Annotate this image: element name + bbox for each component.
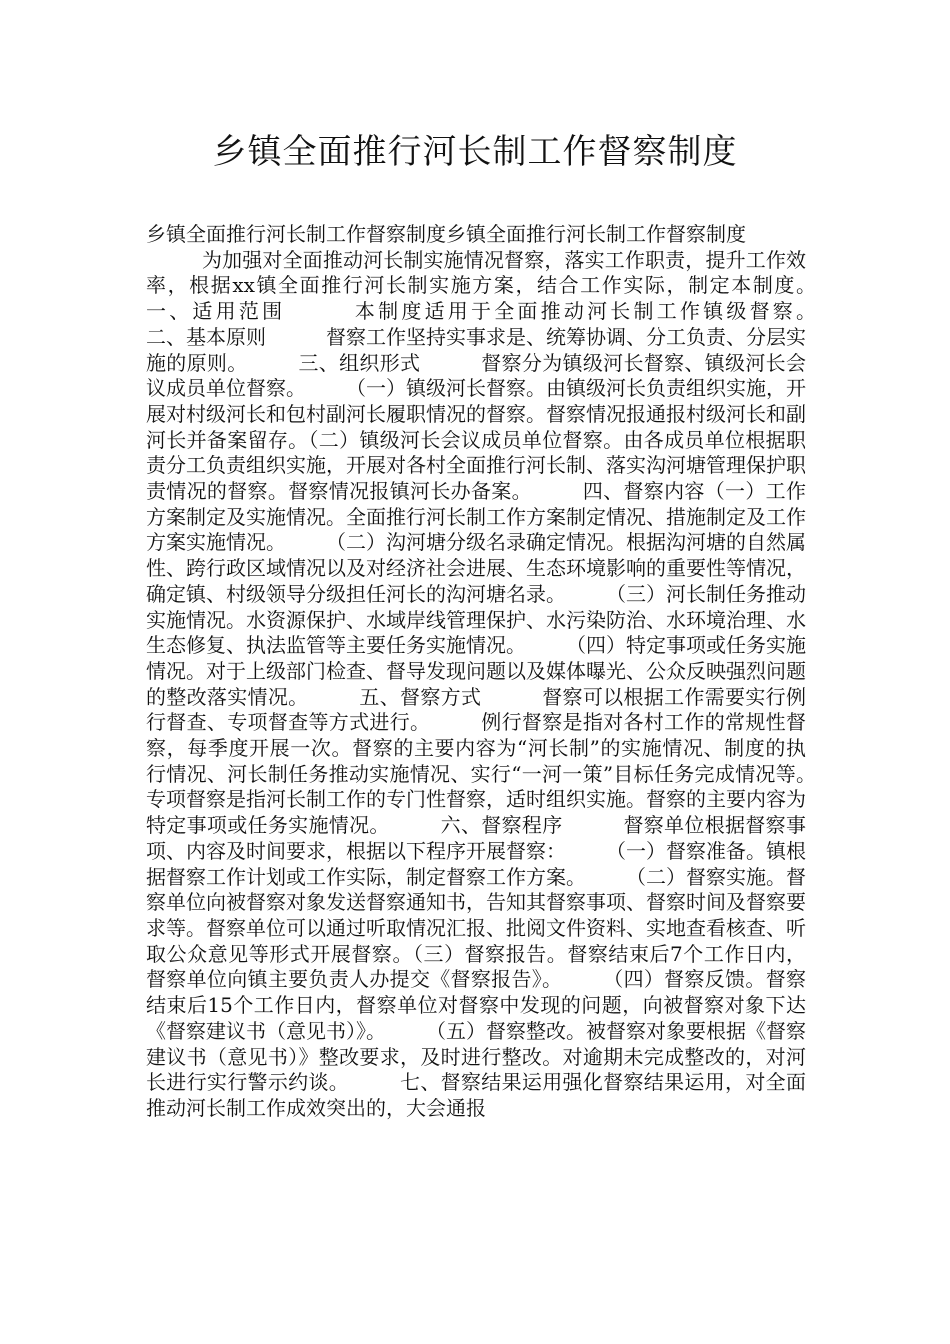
page-title: 乡镇全面推行河长制工作督察制度 — [212, 132, 738, 172]
document-body — [146, 222, 866, 1122]
document-body-text: 为加强对全面推动河长制实施情况督察，落实工作职责，提升工作效率，根据xx镇全面推行河长制实施方案，结合工作实际，制定本制度。 一、适用范围 本制度适用于全面推动河长制工作镇级督察。 二、基本原则 督察工作坚持实事求是、统筹协调、分工负责、分层实施的原则。 三、组织形式 督察分为镇级河长督察、镇级河长会议成员单位督察。 （一）镇级河长督察。由镇级河长负责组织实施，开展对村级河长和包村副河长履职情况的督察。督察情况报通报村级河长和副河长并备案留存。（二）镇级河长会议成员单位督察。由各成员单位根据职责分工负责组织实施，开展对各村全面推行河长制、落实沟河塘管理保护职责情况的督察。督察情况报镇河长办备案。 四、督察内容（一）工作方案制定及实施情况。全面推行河长制工作方案制定情况、措施制定及工作方案实施情况。 （二）沟河塘分级名录确定情况。根据沟河塘的自然属性、跨行政区域情况以及对经济社会进展、生态环境影响的重要性等情况，确定镇、村级领导分级担任河长的沟河塘名录。 （三）河长制任务推动实施情况。水资源保护、水域岸线管理保护、水污染防治、水环境治理、水生态修复、执法监管等主要任务实施情况。 （四）特定事项或任务实施情况。对于上级部门检查、督导发现问题以及媒体曝光、公众反映强烈问题的整改落实情况。 五、督察方式 督察可以根据工作需要实行例行督查、专项督查等方式进行。 例行督察是指对各村工作的常规性督察，每季度开展一次。督察的主要内容为“河长制”的实施情况、制度的执行情况、河长制任务推动实施情况、实行“一河一策”目标任务完成情况等。 专项督察是指河长制工作的专门性督察，适时组织实施。督察的主要内容为特定事项或任务实施情况。 六、督察程序 督察单位根据督察事项、内容及时间要求，根据以下程序开展督察： （一）督察准备。镇根据督察工作计划或工作实际，制定督察工作方案。 （二）督察实施。督察单位向被督察对象发送督察通知书，告知其督察事项、督察时间及督察要求等。督察单位可以通过听取情况汇报、批阅文件资料、实地查看核查、听取公众意见等形式开展督察。（三）督察报告。督察结束后7个工作日内，督察单位向镇主要负责人办提交《督察报告》。 （四）督察反馈。督察结束后15个工作日内，督察单位对督察中发现的问题，向被督察对象下达《督察建议书（意见书）》。 （五）督察整改。被督察对象要根据《督察建议书（意见书）》整改要求，及时进行整改。对逾期未完成整改的，对河长进行实行警示约谈。 七、督察结果运用强化督察结果运用，对全面推动河长制工作成效突出的，大会通报 — [146, 247, 866, 1120]
document-heading-line: 乡镇全面推行河长制工作督察制度乡镇全面推行河长制工作督察制度 — [146, 222, 746, 246]
